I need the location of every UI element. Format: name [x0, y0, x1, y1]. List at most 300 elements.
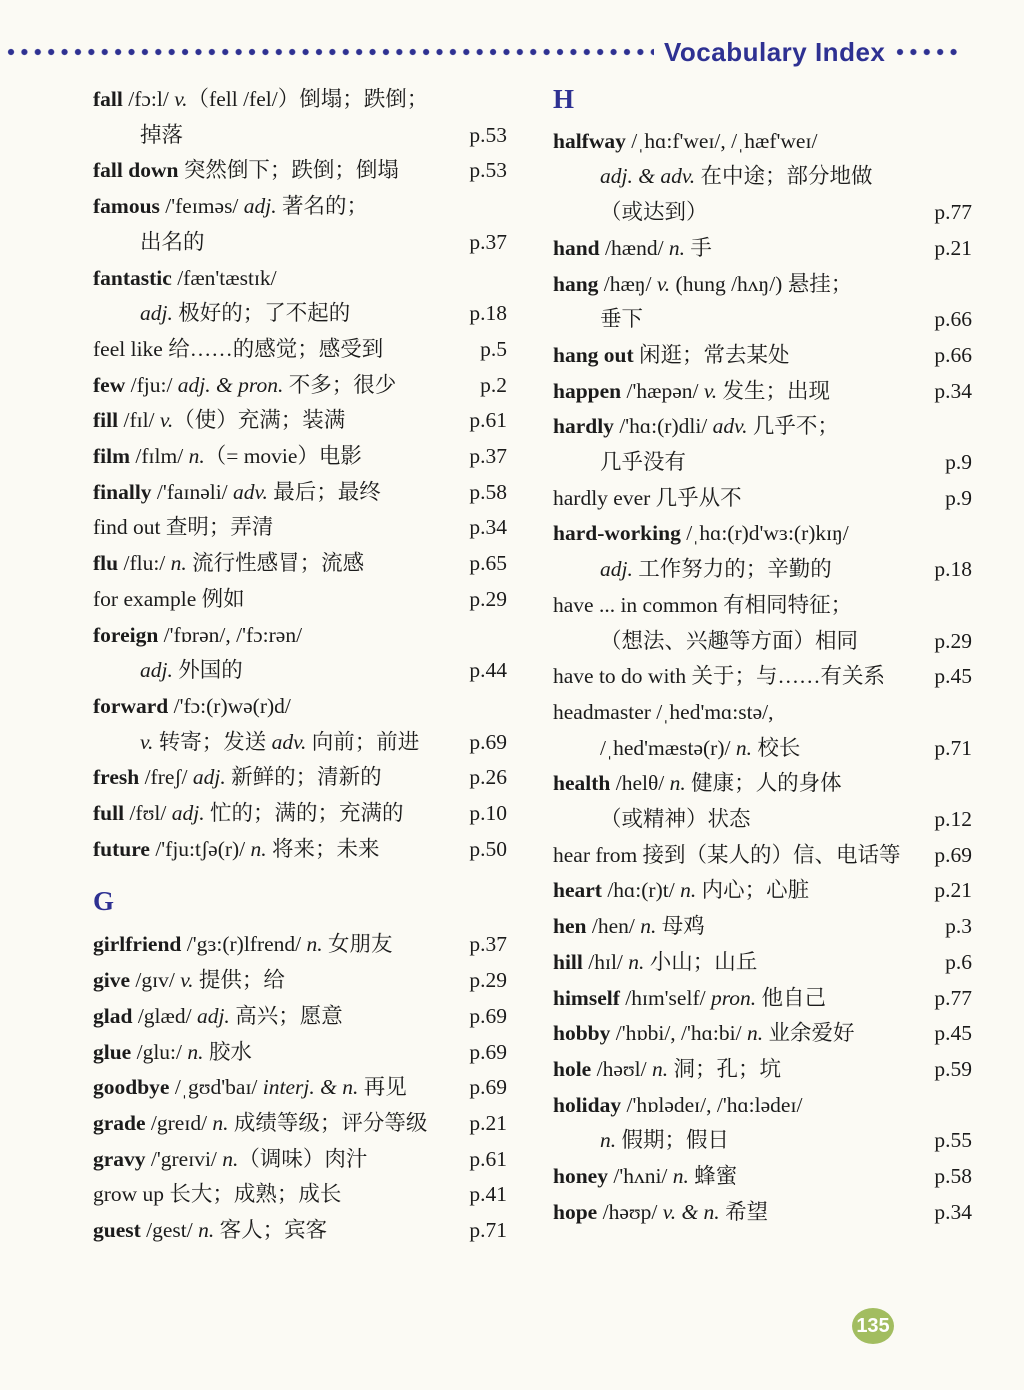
- entry-line: [93, 439, 507, 475]
- page-ref: p.66: [934, 307, 972, 332]
- entry-segment: 几乎不；: [747, 414, 839, 439]
- entry-segment: /glæd/: [132, 1003, 197, 1028]
- headword: holiday: [553, 1092, 622, 1117]
- entry-segment: 成绩等级；评分等级: [228, 1110, 428, 1135]
- part-of-speech: v. & n.: [662, 1199, 720, 1224]
- entry-line: [93, 760, 507, 796]
- entry-segment: 极好的；了不起的: [172, 301, 351, 326]
- entry-line: [553, 1016, 972, 1052]
- entry-text: [93, 582, 245, 618]
- part-of-speech: n.: [640, 914, 657, 939]
- page-ref: p.77: [934, 985, 972, 1010]
- entry-segment: 提供；给: [193, 968, 285, 993]
- entry-line: [93, 796, 507, 832]
- entry-line: [93, 225, 507, 261]
- headword: health: [553, 771, 611, 796]
- page-ref: p.5: [480, 336, 507, 361]
- entry-segment: （fell /fel/）倒塌；跌倒；: [187, 87, 429, 111]
- dotted-line-left: [6, 47, 654, 57]
- entry-text: [93, 118, 183, 154]
- entry-line: [553, 1123, 972, 1159]
- headword: give: [93, 968, 131, 993]
- entry-line: [553, 481, 972, 517]
- entry-line: [553, 374, 972, 410]
- page-ref: p.34: [934, 1199, 972, 1224]
- entry-segment: 发生；出现: [717, 378, 831, 403]
- entry-segment: find out 查明；弄清: [93, 515, 274, 540]
- entry-segment: /'fɔ:(r)wə(r)d/: [168, 693, 291, 718]
- page-ref: p.21: [469, 1110, 507, 1135]
- entry-line: [553, 731, 972, 767]
- entry-segment: 流行性感冒；流感: [186, 551, 365, 576]
- vocab-entry: [93, 439, 507, 475]
- part-of-speech: adj.: [196, 1003, 230, 1028]
- section-letter-h: H: [553, 84, 575, 114]
- headword: future: [93, 836, 150, 861]
- entry-text: [93, 153, 399, 189]
- page-ref: p.29: [469, 586, 507, 611]
- part-of-speech: n.: [170, 551, 187, 576]
- entry-text: [93, 1213, 327, 1249]
- part-of-speech: adj.: [192, 765, 226, 790]
- vocab-entry: [93, 927, 507, 963]
- entry-line: [93, 1106, 507, 1142]
- entry-segment: /gest/: [140, 1218, 199, 1243]
- page-ref: p.69: [469, 1039, 507, 1064]
- entry-text: [93, 653, 243, 689]
- entry-line: [553, 409, 972, 445]
- part-of-speech: adj. & adv.: [600, 164, 696, 189]
- page-ref: p.55: [934, 1128, 972, 1153]
- entry-segment: （或达到）: [600, 200, 708, 225]
- entry-segment: /'hɑ:(r)dli/: [613, 414, 713, 439]
- part-of-speech: n.: [746, 1021, 764, 1046]
- entry-text: [93, 832, 380, 868]
- entry-segment: （= movie）电影: [204, 444, 362, 469]
- entry-text: [553, 1052, 781, 1088]
- entry-segment: 工作努力的；辛勤的: [632, 557, 832, 582]
- entry-text: [553, 516, 849, 552]
- entry-line: [553, 873, 972, 909]
- headword: film: [93, 444, 131, 469]
- entry-segment: /greɪd/: [145, 1110, 213, 1135]
- vocab-entry: [553, 267, 972, 338]
- entry-text: [93, 296, 350, 332]
- entry-segment: 最后；最终: [267, 479, 381, 504]
- headword: fall: [93, 87, 123, 111]
- entry-segment: /freʃ/: [139, 765, 193, 790]
- entry-text: [93, 963, 285, 999]
- headword: glue: [93, 1039, 132, 1064]
- headword: hen: [553, 914, 587, 939]
- vocab-entry: [93, 582, 507, 618]
- entry-text: [553, 659, 885, 695]
- entry-segment: /ˌgʊd'baɪ/: [169, 1075, 263, 1100]
- entry-segment: /'hɒbi/, /'hɑ:bi/: [610, 1021, 747, 1046]
- entry-line: [93, 1213, 507, 1249]
- page-ref: p.71: [469, 1218, 507, 1243]
- page-ref: p.18: [934, 557, 972, 582]
- vocab-entry: [93, 510, 507, 546]
- vocab-entry: [553, 1088, 972, 1159]
- headword: hope: [553, 1199, 598, 1224]
- entry-line: [93, 332, 507, 368]
- entry-text: [553, 731, 800, 767]
- entry-text: [553, 1016, 854, 1052]
- vocab-entry: [553, 588, 972, 659]
- entry-text: [93, 760, 382, 796]
- entry-line: [553, 945, 972, 981]
- entry-text: [93, 927, 393, 963]
- entry-segment: have to do with 关于；与……有关系: [553, 664, 886, 689]
- headword: foreign: [93, 622, 159, 647]
- entry-text: [553, 552, 832, 588]
- entry-segment: 外国的: [172, 658, 243, 683]
- entry-segment: 掉落: [140, 122, 184, 147]
- vocab-entry: [553, 1159, 972, 1195]
- entry-segment: /ˌhed'mæstə(r)/: [600, 735, 736, 760]
- entry-segment: /həʊp/: [597, 1199, 663, 1224]
- headword: hardly: [553, 414, 614, 439]
- entry-segment: 希望: [719, 1199, 769, 1224]
- entry-text: [553, 838, 901, 874]
- entry-text: [553, 231, 712, 267]
- headword: fresh: [93, 765, 140, 790]
- part-of-speech: adj.: [140, 658, 173, 683]
- page-ref: p.34: [934, 378, 972, 403]
- part-of-speech: n.: [600, 1128, 617, 1153]
- vocab-entry: [553, 945, 972, 981]
- page-ref: p.45: [934, 1021, 972, 1046]
- entry-line: [553, 124, 972, 160]
- entry-segment: 将来；未来: [266, 836, 380, 861]
- entry-line: [93, 546, 507, 582]
- vocab-entry: [553, 909, 972, 945]
- entry-segment: 向前；前进: [306, 729, 420, 754]
- vocab-entry: [93, 1142, 507, 1178]
- entry-text: [93, 1142, 367, 1178]
- page-ref: p.37: [469, 229, 507, 254]
- entry-segment: /'hæpən/: [621, 378, 704, 403]
- entry-segment: /hænd/: [599, 235, 669, 260]
- entry-text: [553, 1159, 737, 1195]
- page-ref: p.26: [469, 765, 507, 790]
- part-of-speech: adj.: [243, 194, 277, 219]
- vocab-entry: [93, 475, 507, 511]
- vocab-entry: [93, 689, 507, 760]
- entry-text: [93, 82, 428, 118]
- entry-segment: 再见: [358, 1075, 407, 1100]
- page-ref: p.45: [934, 664, 972, 689]
- vocab-entry: [93, 1177, 507, 1213]
- entry-text: [93, 689, 291, 725]
- entry-line: [93, 963, 507, 999]
- vocab-entry: [553, 838, 972, 874]
- vocab-column-left: [93, 82, 507, 1249]
- part-of-speech: n.: [672, 1164, 689, 1189]
- entry-segment: 垂下: [600, 307, 644, 332]
- page-ref: p.2: [480, 372, 507, 397]
- entry-segment: /hɑ:(r)t/: [601, 878, 681, 903]
- entry-line: [93, 999, 507, 1035]
- entry-line: [93, 1070, 507, 1106]
- page-ref: p.21: [934, 878, 972, 903]
- part-of-speech: adj.: [600, 557, 633, 582]
- page-ref: p.65: [469, 551, 507, 576]
- headword: halfway: [553, 128, 626, 153]
- entry-text: [93, 475, 381, 511]
- part-of-speech: adj.: [140, 301, 173, 326]
- entry-line: [93, 927, 507, 963]
- entry-segment: /ˌhɑ:(r)d'wɜ:(r)kɪŋ/: [680, 521, 849, 546]
- entry-segment: have ... in common 有相同特征；: [553, 592, 853, 617]
- entry-segment: headmaster /ˌhed'mɑ:stə/,: [553, 699, 774, 724]
- entry-segment: （想法、兴趣等方面）相同: [600, 628, 859, 653]
- entry-text: [93, 1106, 427, 1142]
- page-ref: p.6: [945, 949, 972, 974]
- part-of-speech: adj.: [171, 801, 205, 826]
- page-header: [6, 38, 1024, 66]
- entry-segment: 客人；宾客: [214, 1218, 328, 1243]
- headword: happen: [553, 378, 622, 403]
- entry-line: [553, 766, 972, 802]
- part-of-speech: v.: [180, 968, 194, 993]
- entry-text: [93, 368, 396, 404]
- vocab-entry: [93, 760, 507, 796]
- page-ref: p.9: [945, 450, 972, 475]
- page-ref: p.37: [469, 444, 507, 469]
- part-of-speech: n.: [187, 1039, 204, 1064]
- entry-text: [553, 1123, 729, 1159]
- vocab-entry: [93, 403, 507, 439]
- entry-text: [553, 695, 774, 731]
- headword: hang out: [553, 342, 634, 367]
- entry-segment: （或精神）状态: [600, 807, 751, 832]
- entry-segment: /'hʌni/: [607, 1164, 673, 1189]
- headword: hang: [553, 271, 599, 296]
- vocab-entry: [553, 124, 972, 231]
- entry-segment: /gɪv/: [130, 968, 181, 993]
- part-of-speech: n.: [628, 949, 645, 974]
- vocab-column-right: [553, 82, 972, 1231]
- part-of-speech: adj. & pron.: [177, 372, 284, 397]
- vocab-entry: [553, 481, 972, 517]
- entry-text: [553, 945, 757, 981]
- headword: grade: [93, 1110, 146, 1135]
- headword: few: [93, 372, 126, 397]
- headword: finally: [93, 479, 152, 504]
- part-of-speech: n.: [669, 771, 686, 796]
- vocab-entry: [553, 374, 972, 410]
- entry-line: [553, 267, 972, 303]
- vocab-entry: [553, 1195, 972, 1231]
- entry-line: [93, 261, 507, 297]
- entry-text: [553, 481, 742, 517]
- entry-line: [553, 1195, 972, 1231]
- page-ref: p.29: [469, 968, 507, 993]
- entry-text: [553, 374, 830, 410]
- entry-segment: 女朋友: [322, 932, 393, 957]
- headword: glad: [93, 1003, 133, 1028]
- entry-line: [553, 302, 972, 338]
- entry-text: [553, 909, 705, 945]
- vocab-entry: [93, 796, 507, 832]
- entry-line: [553, 159, 972, 195]
- entry-text: [553, 981, 826, 1017]
- page-ref: p.69: [469, 1075, 507, 1100]
- page-ref: p.12: [934, 807, 972, 832]
- vocab-entry: [93, 1035, 507, 1071]
- part-of-speech: n.: [250, 836, 267, 861]
- entry-line: [93, 368, 507, 404]
- entry-segment: feel like 给……的感觉；感受到: [93, 336, 384, 361]
- page-title: Vocabulary Index: [664, 36, 886, 67]
- headword: goodbye: [93, 1075, 170, 1100]
- vocab-entry: [93, 261, 507, 332]
- entry-line: [93, 653, 507, 689]
- dotted-line-right: [895, 47, 963, 57]
- page-ref: p.41: [469, 1182, 507, 1207]
- entry-segment: /'hɒlədeɪ/, /'hɑ:lədeɪ/: [621, 1092, 803, 1117]
- vocab-entry: [93, 1070, 507, 1106]
- vocab-entry: [553, 695, 972, 766]
- entry-line: [93, 153, 507, 189]
- headword: hand: [553, 235, 600, 260]
- entry-text: [93, 1070, 407, 1106]
- entry-segment: 转寄；发送: [153, 729, 272, 754]
- entry-line: [553, 231, 972, 267]
- page-number-badge: 135: [852, 1308, 894, 1344]
- entry-text: [93, 225, 205, 261]
- entry-text: [553, 445, 686, 481]
- entry-segment: /ˌhɑ:f'weɪ/, /ˌhæf'weɪ/: [625, 128, 818, 153]
- headword: full: [93, 801, 125, 826]
- vocab-entry: [93, 618, 507, 689]
- entry-segment: （使）充满；装满: [173, 408, 346, 433]
- page-ref: p.69: [469, 729, 507, 754]
- entry-text: [93, 189, 368, 225]
- entry-segment: /fɔ:l/: [122, 87, 175, 111]
- entry-text: [93, 439, 362, 475]
- entry-segment: 不多；很少: [283, 372, 397, 397]
- part-of-speech: adv.: [271, 729, 307, 754]
- entry-segment: 忙的；满的；充满的: [204, 801, 404, 826]
- part-of-speech: adv.: [712, 414, 748, 439]
- vocab-entry: [553, 231, 972, 267]
- entry-segment: 突然倒下；跌倒；倒塌: [178, 158, 399, 183]
- page-ref: p.18: [469, 301, 507, 326]
- entry-line: [553, 909, 972, 945]
- entry-line: [93, 1177, 507, 1213]
- entry-segment: /'feɪməs/: [159, 194, 244, 219]
- entry-segment: /'greɪvi/: [145, 1146, 223, 1171]
- entry-line: [93, 1142, 507, 1178]
- entry-line: [553, 1088, 972, 1124]
- entry-text: [93, 332, 383, 368]
- headword: forward: [93, 693, 169, 718]
- headword: guest: [93, 1218, 141, 1243]
- page-ref: p.44: [469, 658, 507, 683]
- entry-text: [93, 1035, 252, 1071]
- vocab-entry: [93, 1106, 507, 1142]
- entry-text: [93, 1177, 341, 1213]
- entry-line: [553, 838, 972, 874]
- entry-text: [553, 1195, 768, 1231]
- entry-line: [93, 475, 507, 511]
- entry-text: [553, 1088, 802, 1124]
- part-of-speech: interj. & n.: [262, 1075, 359, 1100]
- entry-text: [553, 766, 842, 802]
- entry-line: [553, 1159, 972, 1195]
- part-of-speech: n.: [222, 1146, 239, 1171]
- vocab-entry: [93, 189, 507, 260]
- part-of-speech: n.: [735, 735, 752, 760]
- entry-segment: 手: [685, 235, 712, 260]
- page-ref: p.77: [934, 200, 972, 225]
- entry-line: [93, 725, 507, 761]
- headword: honey: [553, 1164, 608, 1189]
- part-of-speech: n.: [188, 444, 205, 469]
- entry-line: [553, 195, 972, 231]
- vocab-entry: [93, 546, 507, 582]
- part-of-speech: v.: [140, 729, 154, 754]
- section-letter-g: G: [93, 886, 115, 917]
- entry-segment: /hɪm'self/: [619, 985, 711, 1010]
- part-of-speech: v.: [703, 378, 718, 403]
- headword: hill: [553, 949, 583, 974]
- page-ref: p.50: [469, 836, 507, 861]
- headword: flu: [93, 551, 119, 576]
- vocab-entry: [553, 516, 972, 587]
- vocab-entry: [93, 153, 507, 189]
- entry-line: [553, 588, 972, 624]
- entry-text: [553, 159, 873, 195]
- entry-line: [553, 338, 972, 374]
- part-of-speech: n.: [198, 1218, 215, 1243]
- entry-line: [553, 516, 972, 552]
- page-ref: p.53: [469, 122, 507, 147]
- page-ref: p.59: [934, 1056, 972, 1081]
- vocab-entry: [93, 963, 507, 999]
- entry-line: [93, 1035, 507, 1071]
- page-ref: p.3: [945, 914, 972, 939]
- entry-segment: 洞；孔；坑: [668, 1056, 782, 1081]
- part-of-speech: v.: [159, 408, 174, 433]
- entry-text: [553, 873, 809, 909]
- entry-segment: 校长: [751, 735, 801, 760]
- headword: fantastic: [93, 265, 172, 290]
- entry-text: [553, 302, 643, 338]
- entry-segment: /hɪl/: [582, 949, 629, 974]
- entry-segment: hardly ever 几乎从不: [553, 485, 742, 510]
- entry-line: [553, 552, 972, 588]
- entry-line: [553, 695, 972, 731]
- part-of-speech: v.: [656, 271, 671, 296]
- entry-segment: /həʊl/: [591, 1056, 652, 1081]
- vocab-entry: [553, 873, 972, 909]
- vocab-entry: [93, 832, 507, 868]
- vocab-entry: [93, 999, 507, 1035]
- vocab-entry: [93, 368, 507, 404]
- entry-segment: /hæŋ/: [598, 271, 657, 296]
- page-ref: p.61: [469, 408, 507, 433]
- entry-segment: 高兴；愿意: [229, 1003, 343, 1028]
- part-of-speech: adv.: [233, 479, 268, 504]
- entry-segment: 他自己: [756, 985, 827, 1010]
- entry-segment: 业余爱好: [763, 1021, 855, 1046]
- entry-line: [553, 624, 972, 660]
- entry-segment: grow up 长大；成熟；成长: [93, 1182, 342, 1207]
